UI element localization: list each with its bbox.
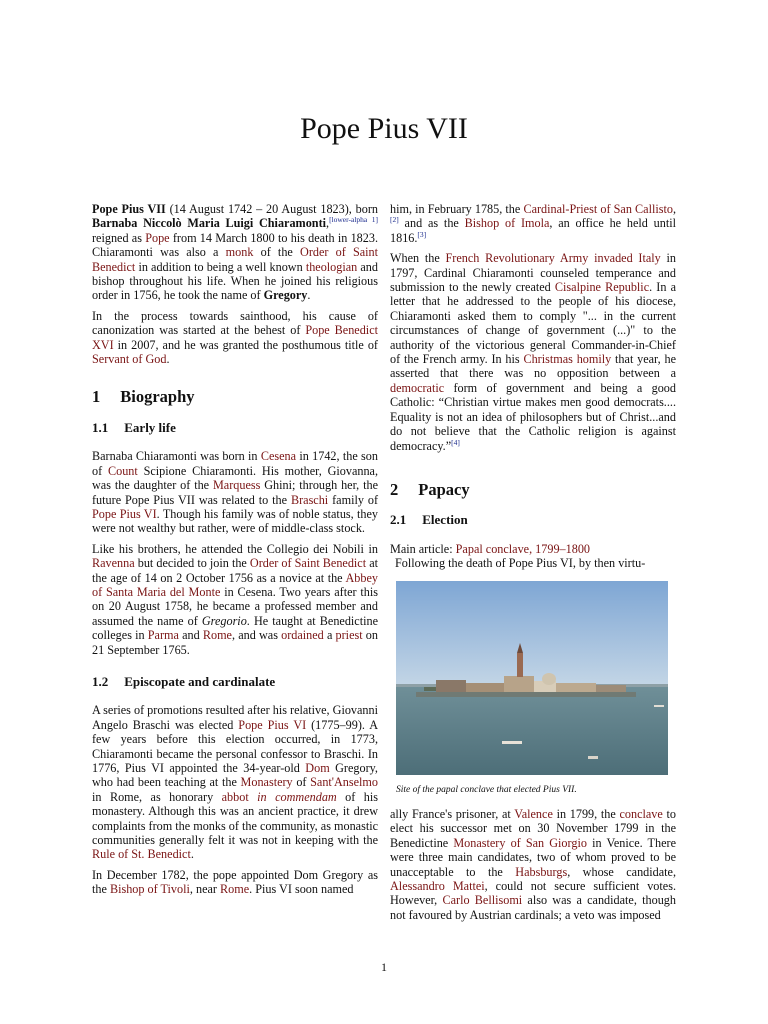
note-ref[interactable]: [lower-alpha 1] <box>329 215 378 225</box>
episcopate-paragraph-2: In December 1782, the pope appointed Dom Gregory as the Bishop of Tivoli, near Rome. Pius VI soon named <box>92 867 378 897</box>
early-life-paragraph-1: Barnaba Chiaramonti was born in Cesena in 1742, the son of Count Scipione Chiaramonti. His mother, Giovanna, was the daughter of the Marquess Ghini; through her, the future Pope Pius VII was related to the Braschi family of Pope Pius VI. Though his family was of noble status, they were not wealthy but rather, were of middle-class stock. <box>92 449 379 536</box>
figure-caption: Site of the papal conclave that elected Pius VII. <box>396 784 577 795</box>
subsection-heading-episcopate: 1.2 Episcopate and cardinalate <box>92 673 276 689</box>
ref-3[interactable]: [3] <box>417 229 427 239</box>
link-priest[interactable]: priest <box>335 628 363 643</box>
link-theologian[interactable]: theologian <box>305 259 358 274</box>
link-parma[interactable]: Parma <box>147 628 179 643</box>
name-gregorio: Gregorio <box>201 613 247 628</box>
subject-name: Pope Pius VII <box>92 202 166 216</box>
intro-paragraph-1: Pope Pius VII (14 August 1742 – 20 August 1823), born Barnaba Niccolò Maria Luigi Chiaramonti,[lower-alpha 1] reigned as Pope from 14 March 1800 to his death in 1823. Chiaramonti was also a monk of the Order of Saint Benedict in addition to being a well known theologian and bishop throughout his life. When he joined his religious order in 1756, he took the name of Gregory. <box>92 202 379 303</box>
episcopate-paragraph-1: A series of promotions resulted after his relative, Giovanni Angelo Braschi was elected Pope Pius VI (1775–99). A few years before this election occurred, in 1773, Chiaramonti became the personal confessor to Braschi. In 1776, Pius VI appointed the 34-year-old Dom Gregory, who had been teaching at the Monastery of Sant'Anselmo in Rome, as honorary abbot in commendam of his monastery. Although this was an ancient practice, it drew complaints from the monks of the community, as monastic communities generally felt it was not in keeping with the Rule of St. Benedict. <box>92 703 379 862</box>
subsection-heading-early-life: 1.1 Early life <box>92 419 176 435</box>
link-pope-pius-vi[interactable]: Pope Pius VI <box>92 506 157 521</box>
religious-name: Gregory <box>263 288 308 303</box>
link-count[interactable]: Count <box>107 463 138 478</box>
link-cisalpine-republic[interactable]: Cisalpine Republic <box>554 280 650 295</box>
ref-4[interactable]: [4] <box>451 437 460 447</box>
page-number: 1 <box>381 960 387 974</box>
link-monastery[interactable]: Monastery <box>240 775 293 790</box>
link-monastery-san-giorgio[interactable]: Monastery of San Giorgio <box>453 835 587 850</box>
link-order-saint-benedict-2[interactable]: Order of Saint Benedict <box>249 556 367 571</box>
link-pope[interactable]: Pope <box>145 230 170 245</box>
section-heading-biography: 1 Biography <box>92 387 195 407</box>
french-army-paragraph: When the French Revolutionary Army invaded Italy in 1797, Cardinal Chiaramonti counseled temperance and submission to the newly created Cisalpine Republic. In a letter that he addressed to the people of his diocese, Chiaramonti asked them to comply "... in the current circumstances of change of government (...)" to the authority of the victorious general Commander-in-Chief of the French army. In his Christmas homily that year, he asserted that there was no opposition between a democratic form of government and being a good Catholic: “Christian virtue makes men good democrats.... Equality is not an idea of philosophers but of Christ...and do not believe that the Catholic religion is against democracy.”[4] <box>390 251 677 453</box>
main-article-note: Main article: Papal conclave, 1799–1800 <box>390 541 591 556</box>
link-christmas-homily[interactable]: Christmas homily <box>523 352 612 367</box>
link-in-commendam[interactable]: in commendam <box>257 789 337 804</box>
left-column <box>92 202 378 903</box>
link-alessandro-mattei[interactable]: Alessandro Mattei <box>390 878 485 893</box>
link-habsburgs[interactable]: Habsburgs <box>515 864 568 879</box>
election-paragraph-2: ally France's prisoner, at Valence in 1799, the conclave to elect his successor met on 30 November 1799 in the Benedictine Monastery of San Giorgio in Venice. There were three main candidates, two of whom proved to be unacceptable to the Habsburgs, whose candidate, Alessandro Mattei, could not secure sufficient votes. However, Carlo Bellisomi also was a candidate, though not favoured by Austrian cardinals; a veto was imposed <box>390 806 676 922</box>
link-rome-2[interactable]: Rome <box>220 882 250 897</box>
link-rome[interactable]: Rome <box>202 628 232 643</box>
link-bishop-imola[interactable]: Bishop of Imola <box>464 216 550 231</box>
conclave-figure <box>396 581 676 797</box>
early-life-paragraph-2: Like his brothers, he attended the Collegio dei Nobili in Ravenna but decided to join the Order of Saint Benedict at the age of 14 on 2 October 1756 as a novice at the Abbey of Santa Maria del Monte in Cesena. Two years after this on 20 August 1758, he became a professed member and assumed the name of Gregorio. He taught at Benedictine colleges in Parma and Rome, and was ordained a priest on 21 September 1765. <box>92 541 378 657</box>
link-ordained[interactable]: ordained <box>281 628 324 643</box>
link-servant-of-god[interactable]: Servant of God <box>92 352 167 367</box>
link-ravenna[interactable]: Ravenna <box>92 556 135 571</box>
link-marquess[interactable]: Marquess <box>212 478 261 493</box>
link-conclave[interactable]: conclave <box>619 806 663 821</box>
link-democratic[interactable]: democratic <box>390 380 445 395</box>
link-monk[interactable]: monk <box>225 245 254 260</box>
link-bishop-tivoli[interactable]: Bishop of Tivoli <box>109 882 190 897</box>
venice-island-photo <box>396 581 668 775</box>
page-title: Pope Pius VII <box>300 112 468 145</box>
link-abbey-santa-maria[interactable]: Abbey of Santa Maria del Monte <box>92 570 378 599</box>
subsection-heading-election: 2.1 Election <box>390 512 468 528</box>
link-rule-st-benedict[interactable]: Rule of St. Benedict <box>92 847 191 862</box>
right-column <box>390 202 676 928</box>
link-valence[interactable]: Valence <box>514 806 553 821</box>
link-pope-pius-vi-2[interactable]: Pope Pius VI <box>238 717 307 732</box>
section-heading-papacy: 2 Papacy <box>390 479 470 499</box>
link-cesena[interactable]: Cesena <box>260 449 297 464</box>
link-order-saint-benedict[interactable]: Order of Saint Benedict <box>92 245 379 274</box>
link-braschi[interactable]: Braschi <box>290 492 329 507</box>
link-abbot[interactable]: abbot <box>221 789 249 804</box>
link-carlo-bellisomi[interactable]: Carlo Bellisomi <box>442 893 523 908</box>
link-cardinal-priest[interactable]: Cardinal-Priest of San Callisto <box>523 202 673 216</box>
election-paragraph-1: Following the death of Pope Pius VI, by then virtu- <box>395 556 646 571</box>
link-french-army[interactable]: French Revolutionary Army invaded Italy <box>445 251 661 266</box>
birth-name: Barnaba Niccolò Maria Luigi Chiaramonti <box>92 216 327 231</box>
link-dom[interactable]: Dom <box>305 761 330 775</box>
link-benedict-xvi[interactable]: Pope Benedict XVI <box>92 323 378 352</box>
ref-2[interactable]: [2] <box>390 215 399 225</box>
intro-paragraph-2: In the process towards sainthood, his cause of canonization was started at the behest of Pope Benedict XVI in 2007, and he was granted the posthumous title of Servant of God. <box>92 308 378 367</box>
link-papal-conclave[interactable]: Papal conclave, 1799–1800 <box>455 541 591 556</box>
cardinal-paragraph: him, in February 1785, the Cardinal-Priest of San Callisto,[2] and as the Bishop of Imola, an office he held until 1816.[3] <box>390 202 677 245</box>
link-sant-anselmo[interactable]: Sant'Anselmo <box>310 775 379 790</box>
